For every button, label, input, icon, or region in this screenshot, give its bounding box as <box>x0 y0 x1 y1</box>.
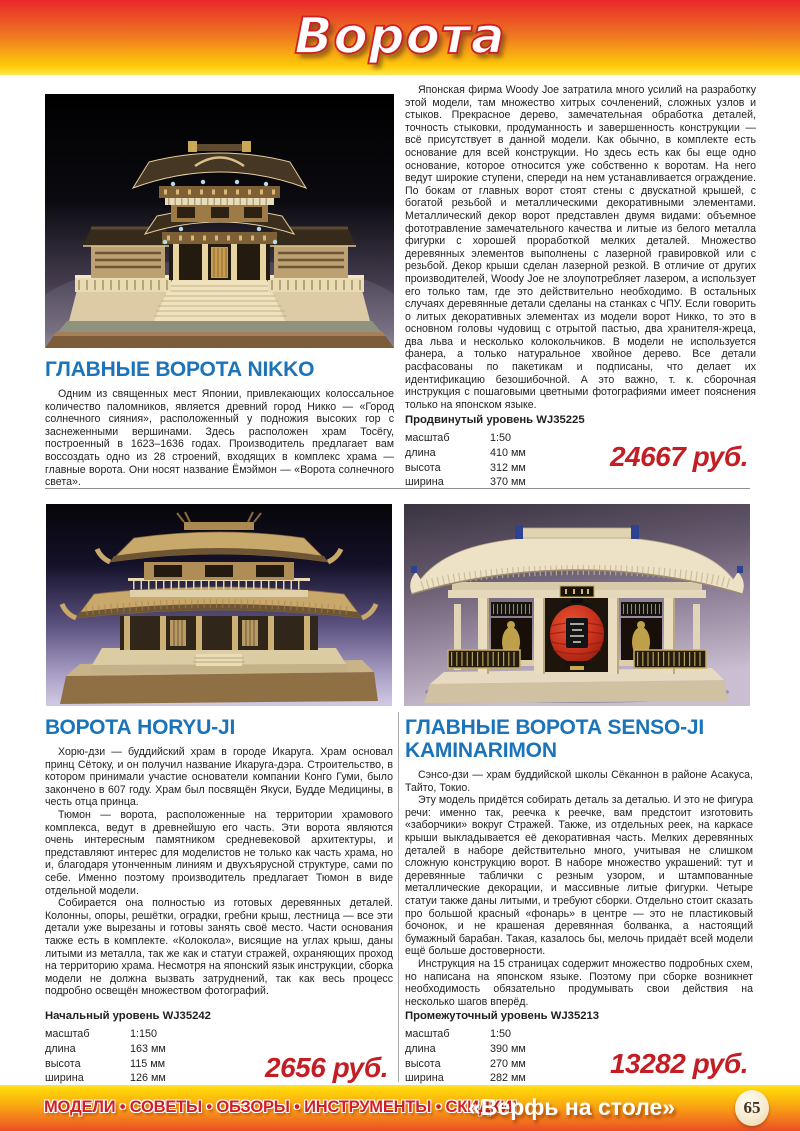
spec-value: 1:50 <box>490 432 512 444</box>
spec-value: 312 мм <box>490 461 526 474</box>
spec-value: 370 мм <box>490 476 526 489</box>
nikko-gate-illustration <box>45 94 394 348</box>
spec-label: длина <box>45 1042 76 1055</box>
nikko-gate-photo <box>45 94 394 348</box>
page-title: Ворота <box>294 7 506 65</box>
spec-label: длина <box>405 446 436 459</box>
section-divider <box>45 488 750 489</box>
sensoji-paragraph: Сэнсо-дзи — храм буддийской школы Сёканнон в районе Асакуса, Тайто, Токио. <box>405 769 753 794</box>
spec-label: высота <box>405 1057 441 1070</box>
footer-brand: «Верфь на столе» <box>468 1094 676 1120</box>
kaminarimon-gate-photo <box>404 504 750 706</box>
kaminarimon-gate-illustration <box>404 504 750 706</box>
spec-value: 270 мм <box>490 1057 526 1070</box>
nikko-specs <box>405 414 750 490</box>
spec-label: ширина <box>45 1072 84 1085</box>
nikko-paragraph: Одним из священных мест Японии, привлекающих колоссальное количество паломников, является древний город Никко — «Город солнечного сияния», расположенный у подножия высоких гор с заснеженными вершинами. Здесь расположен храм Тосёгу, построенный в 1623–1636 годах. Производитель предлагает вам воссоздать одно из 28 строений, входящих в комплекс храма — главные ворота. Они носят название Ёмэймон — «Ворота солнечного света». <box>45 388 394 489</box>
spec-label: ширина <box>405 1072 444 1085</box>
horyuji-specs <box>45 1010 390 1086</box>
horyuji-price: 2656 руб. <box>265 1052 388 1083</box>
sensoji-paragraph: Инструкция на 15 страницах содержит множество подробных схем, но написана на японском языке. Поэтому при сборке возникнет необходимость обязательно продумывать свои действия на несколько шагов вперёд. <box>405 957 753 1008</box>
spec-label: масштаб <box>405 432 450 444</box>
spec-value: 282 мм <box>490 1072 526 1085</box>
spec-row <box>405 1027 750 1042</box>
footer-bar <box>0 1085 800 1131</box>
horyuji-article <box>45 716 393 1008</box>
nikko-price: 24667 руб. <box>609 441 748 472</box>
horyuji-gate-photo <box>46 504 392 706</box>
nikko-heading: ГЛАВНЫЕ ВОРОТА NIKKO <box>45 358 315 381</box>
sensoji-level-sku: Промежуточный уровень WJ35213 <box>405 1010 600 1022</box>
sensoji-heading: ГЛАВНЫЕ ВОРОТА SENSO-JI KAMINARIMON <box>405 716 704 762</box>
horyuji-paragraph: Тюмон — ворота, расположенные на территории храмового комплекса, ведут в древнейшую его часть. Эти ворота являются очень интересным памятником средневековой архитектуры, и представляют интерес для моделистов не только как часть храма, но и, благодаря утонченным линиям и двухъярусной структуре, сами по себе. Именно поэтому производитель предлагает Тюмон в виде отдельной модели. <box>45 808 393 897</box>
sensoji-price: 13282 руб. <box>609 1048 748 1079</box>
spec-label: высота <box>405 461 441 474</box>
sensoji-specs <box>405 1010 750 1086</box>
spec-value: 126 мм <box>130 1072 166 1085</box>
spec-label: ширина <box>405 476 444 489</box>
spec-label: длина <box>405 1042 436 1055</box>
nikko-article <box>45 358 394 489</box>
spec-label: масштаб <box>45 1028 90 1040</box>
horyuji-heading: ВОРОТА HORYU-JI <box>45 716 236 739</box>
sensoji-article <box>405 716 753 1008</box>
page-number-badge: 65 <box>735 1090 769 1126</box>
horyuji-gate-illustration <box>46 504 392 706</box>
footer-topics: МОДЕЛИ • СОВЕТЫ • ОБЗОРЫ • ИНСТРУМЕНТЫ • СКИДКИ! <box>44 1098 518 1116</box>
spec-row <box>45 1027 390 1042</box>
header-banner <box>0 0 800 75</box>
horyuji-paragraph: Собирается она полностью из готовых деревянных деталей. Колонны, опоры, решётки, оградки, гребни крыш, лестница — все эти детали уже вырезаны и готовы занять своё место. Части основания также есть в комплекте. «Колокола», висящие на углах крыш, даны литыми из металла, так же как и статуи стражей, охраняющих проход на территорию храма. Несмотря на японский язык инструкции, сборка модели не должна вызвать затруднений, так как весь процесс подробно освещён множеством фотографий. <box>45 897 393 998</box>
review-paragraph: Японская фирма Woody Joe затратила много усилий на разработку этой модели, там множество хитрых сочленений, сложных узлов и стыков. Прекрасное дерево, замечательная обработка деталей, точность стыковки, продуманность и завершенность конструкции — всё присутствует в данной модели. Как обычно, в комплекте есть основание для всей конструкции. Но здесь есть как бы еще одно основание, которое относится уже собственно к воротам. На него ведут широкие ступени, спереди на нем устанавливается ограждение. По бокам от главных ворот стоят стены с двускатной крышей, с богатой резьбой и металлическими декоративными элементами. Металлический декор ворот представлен двумя видами: объемное фототравление замечательного качества и литые из белого металла фигурки с хорошей проработкой мелких деталей. Множество деревянных элементов выполнены с лазерной гравировкой или с резьбой. Декор крыши сделан лазерной резкой. В отличие от других производителей, Woody Joe не злоупотребляет лазером, а использует его только там, где это действительно необходимо. В остальных случаях деревянные детали сделаны на станках с ЧПУ. Если говорить о литых декоративных элементах из модели ворот Никко, то это в основном головы чудовищ с отрытой пастью, два хранителя-жреца, два льва и несколько колокольчиков. В модели не используется фанера, а только натуральное хвойное дерево. Все детали расфасованы по пакетикам и подписаны, что делает их идентификацию безошибочной. А это важно, т. к. сборочная инструкция с пошаговыми цветными фотографиями имеет пояснения только на японском языке. <box>405 84 756 411</box>
spec-value: 1:50 <box>490 1028 512 1040</box>
horyuji-paragraph: Хорю-дзи — буддийский храм в городе Икаруга. Храм основал принц Сётоку, и он получил название Икаруга-дэра. Строительство, в котором принимали участие основатели компании Конго Гуми, было закончено в 607 году. Храм был посвящён Якуси, Будде Медицины, в честь отца принца. <box>45 746 393 809</box>
spec-value: 390 мм <box>490 1042 526 1055</box>
sensoji-paragraph: Эту модель придётся собирать деталь за деталью. И это не фигура речи: именно так, реечка к реечке, вам предстоит изготовить «заборчики» вокруг Стражей. Также, из отдельных реек, на каркасе крыши выкладывается её декоративная часть. Мелких деревянных деталей в наборе действительно много, учитывая не слишком сложную конструкцию ворот. В наборе множество украшений: тут и деревянные таблички с резным узором, и штампованные металлические декорации, и массивные литые фигурки. Четыре статуи также даны литыми, и требуют сборки. Отдельно стоит сказать про большой красный «фонарь» в центре — это не пластиковый бочонок, и не крашеная деревянная болванка, а настоящий бумажный барабан. Такая, казалось бы, мелочь придаёт всей модели ещё больше достоверности. <box>405 794 753 958</box>
horyuji-level-sku: Начальный уровень WJ35242 <box>45 1010 211 1022</box>
spec-value: 163 мм <box>130 1042 166 1055</box>
nikko-level-sku: Продвинутый уровень WJ35225 <box>405 414 585 426</box>
spec-label: высота <box>45 1057 81 1070</box>
nikko-review-column <box>405 84 756 414</box>
spec-label: масштаб <box>405 1028 450 1040</box>
spec-value: 1:150 <box>130 1028 158 1040</box>
column-divider <box>398 712 399 1082</box>
spec-value: 410 мм <box>490 446 526 459</box>
spec-value: 115 мм <box>130 1057 166 1070</box>
